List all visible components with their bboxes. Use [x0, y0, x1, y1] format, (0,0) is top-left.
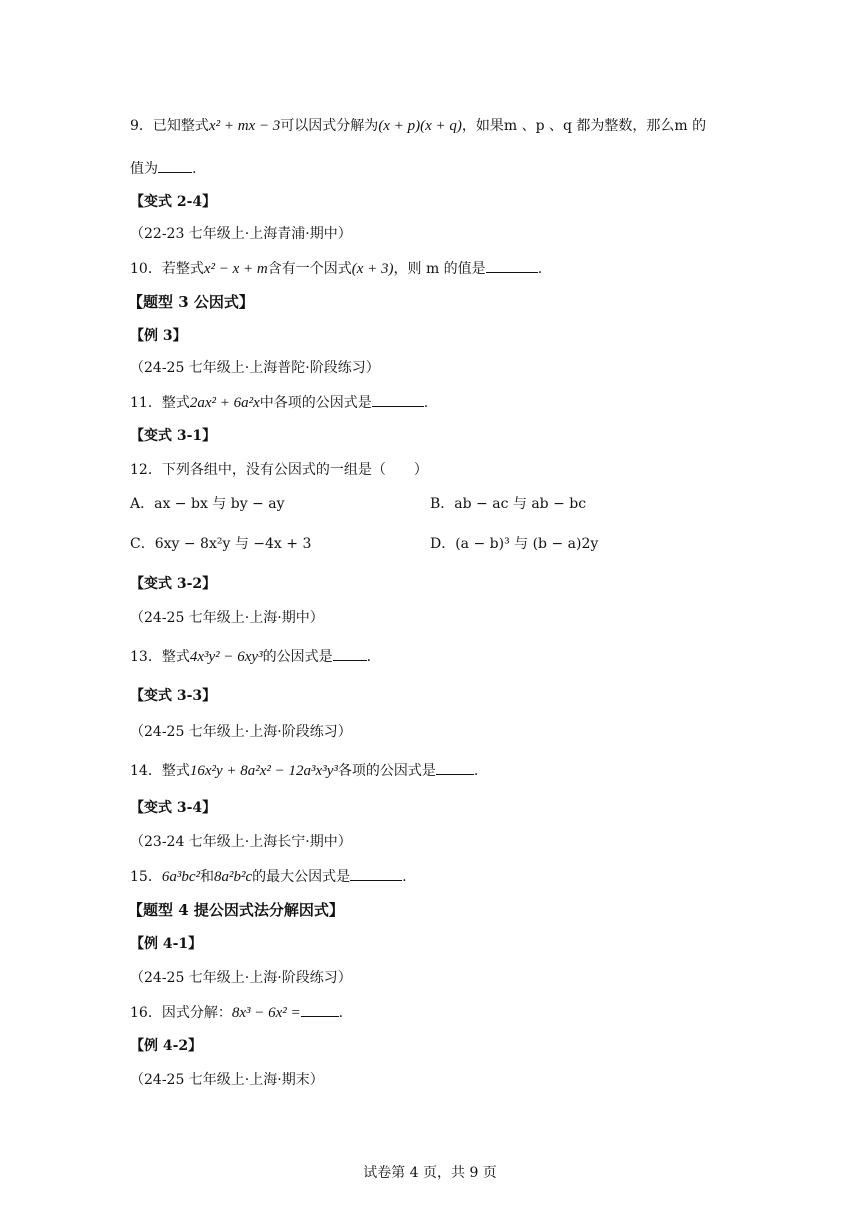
answer-blank	[436, 760, 474, 775]
q9-mid-text: 可以因式分解为	[280, 118, 379, 134]
source-note-3-3: （24-25 七年级上·上海·阶段练习）	[130, 724, 352, 740]
q9-prefix: 9．已知整式	[130, 118, 209, 134]
q11-tail-text: 中各项的公因式是	[259, 395, 372, 411]
q10-factor: (x + 3)	[351, 261, 394, 277]
q11-period: .	[423, 395, 429, 411]
q13-tail-text: 的公因式是	[262, 649, 333, 665]
q9-period: .	[192, 161, 197, 177]
answer-blank	[301, 1002, 339, 1017]
source-note-3: （24-25 七年级上·上海普陀·阶段练习）	[130, 360, 380, 376]
q14-expression: 16x²y + 8a²x² − 12a³x³y³	[189, 763, 338, 779]
question-14	[130, 760, 478, 781]
q16-period: .	[338, 1005, 344, 1021]
q16-expression: 8x³ − 6x² =	[231, 1005, 301, 1021]
q15-period: .	[402, 869, 407, 885]
variant-label-3-1: 【变式 3-1】	[130, 428, 217, 444]
page-footer: 试卷第 4 页，共 9 页	[363, 1165, 497, 1181]
q9-expression: x² + mx − 3	[208, 118, 281, 134]
answer-blank	[350, 866, 402, 881]
option-d: D．(a − b)³ 与 (b − a)2y	[430, 536, 599, 552]
question-9	[130, 116, 706, 136]
q11-expression: 2ax² + 6a²x	[189, 395, 260, 411]
example-label-3: 【例 3】	[130, 328, 187, 344]
question-12-stem: 12．下列各组中，没有公因式的一组是（ ）	[130, 462, 428, 478]
answer-blank	[372, 392, 424, 407]
question-15	[130, 866, 407, 887]
q10-mid-text: 含有一个因式	[267, 261, 352, 277]
source-note-4-1: （24-25 七年级上·上海·阶段练习）	[130, 970, 352, 986]
q15-expression-1: 6a³bc²	[161, 869, 200, 885]
answer-blank	[158, 158, 192, 173]
source-note-3-4: （23-24 七年级上·上海长宁·期中）	[130, 834, 352, 850]
q14-tail-text: 各项的公因式是	[337, 763, 436, 779]
answer-blank	[486, 258, 538, 273]
q10-expression: x² − x + m	[203, 261, 268, 277]
q11-prefix: 11．整式	[130, 395, 190, 411]
question-11	[130, 392, 428, 413]
q9-factored-form: (x + p)(x + q)	[378, 118, 462, 134]
q10-period: .	[537, 261, 543, 277]
q16-prefix: 16．因式分解：	[130, 1005, 232, 1021]
option-c: C．6xy − 8x²y 与 −4x + 3	[130, 536, 312, 552]
q15-mid-text: 和	[199, 869, 214, 885]
variant-label-3-3: 【变式 3-3】	[130, 688, 217, 704]
q14-period: .	[473, 763, 479, 779]
section-title-type-4: 【题型 4 提公因式法分解因式】	[128, 901, 344, 919]
question-16	[130, 1002, 343, 1023]
section-title-type-3: 【题型 3 公因式】	[128, 293, 254, 311]
q10-prefix: 10．若整式	[130, 261, 204, 277]
source-note-3-2: （24-25 七年级上·上海·期中）	[130, 610, 324, 626]
q13-expression: 4x³y² − 6xy³	[189, 649, 263, 665]
question-10	[130, 258, 542, 279]
q15-tail-text: 的最大公因式是	[252, 869, 351, 885]
variant-label-2-4: 【变式 2-4】	[130, 194, 217, 210]
variant-label-3-2: 【变式 3-2】	[130, 576, 217, 592]
q15-expression-2: 8a²b²c	[213, 869, 253, 885]
question-13	[130, 646, 371, 667]
q13-period: .	[366, 649, 372, 665]
option-a: A．ax − bx 与 by − ay	[130, 496, 285, 512]
option-b: B．ab − ac 与 ab − bc	[430, 496, 587, 512]
answer-blank	[333, 646, 367, 661]
question-9-line2	[130, 158, 196, 179]
example-label-4-1: 【例 4-1】	[130, 936, 203, 952]
example-label-4-2: 【例 4-2】	[130, 1038, 203, 1054]
variant-label-3-4: 【变式 3-4】	[130, 800, 217, 816]
q9-line2-text: 值为	[130, 161, 158, 177]
q13-prefix: 13．整式	[130, 649, 190, 665]
q9-tail-text: ，如果m 、p 、q 都为整数，那么m 的	[461, 118, 707, 134]
q10-tail-text: ，则 m 的值是	[393, 261, 486, 277]
source-note-2-4: （22-23 七年级上·上海青浦·期中）	[130, 226, 352, 242]
q14-prefix: 14．整式	[130, 763, 190, 779]
source-note-4-2: （24-25 七年级上·上海·期末）	[130, 1072, 324, 1088]
q15-prefix: 15．	[130, 869, 162, 885]
